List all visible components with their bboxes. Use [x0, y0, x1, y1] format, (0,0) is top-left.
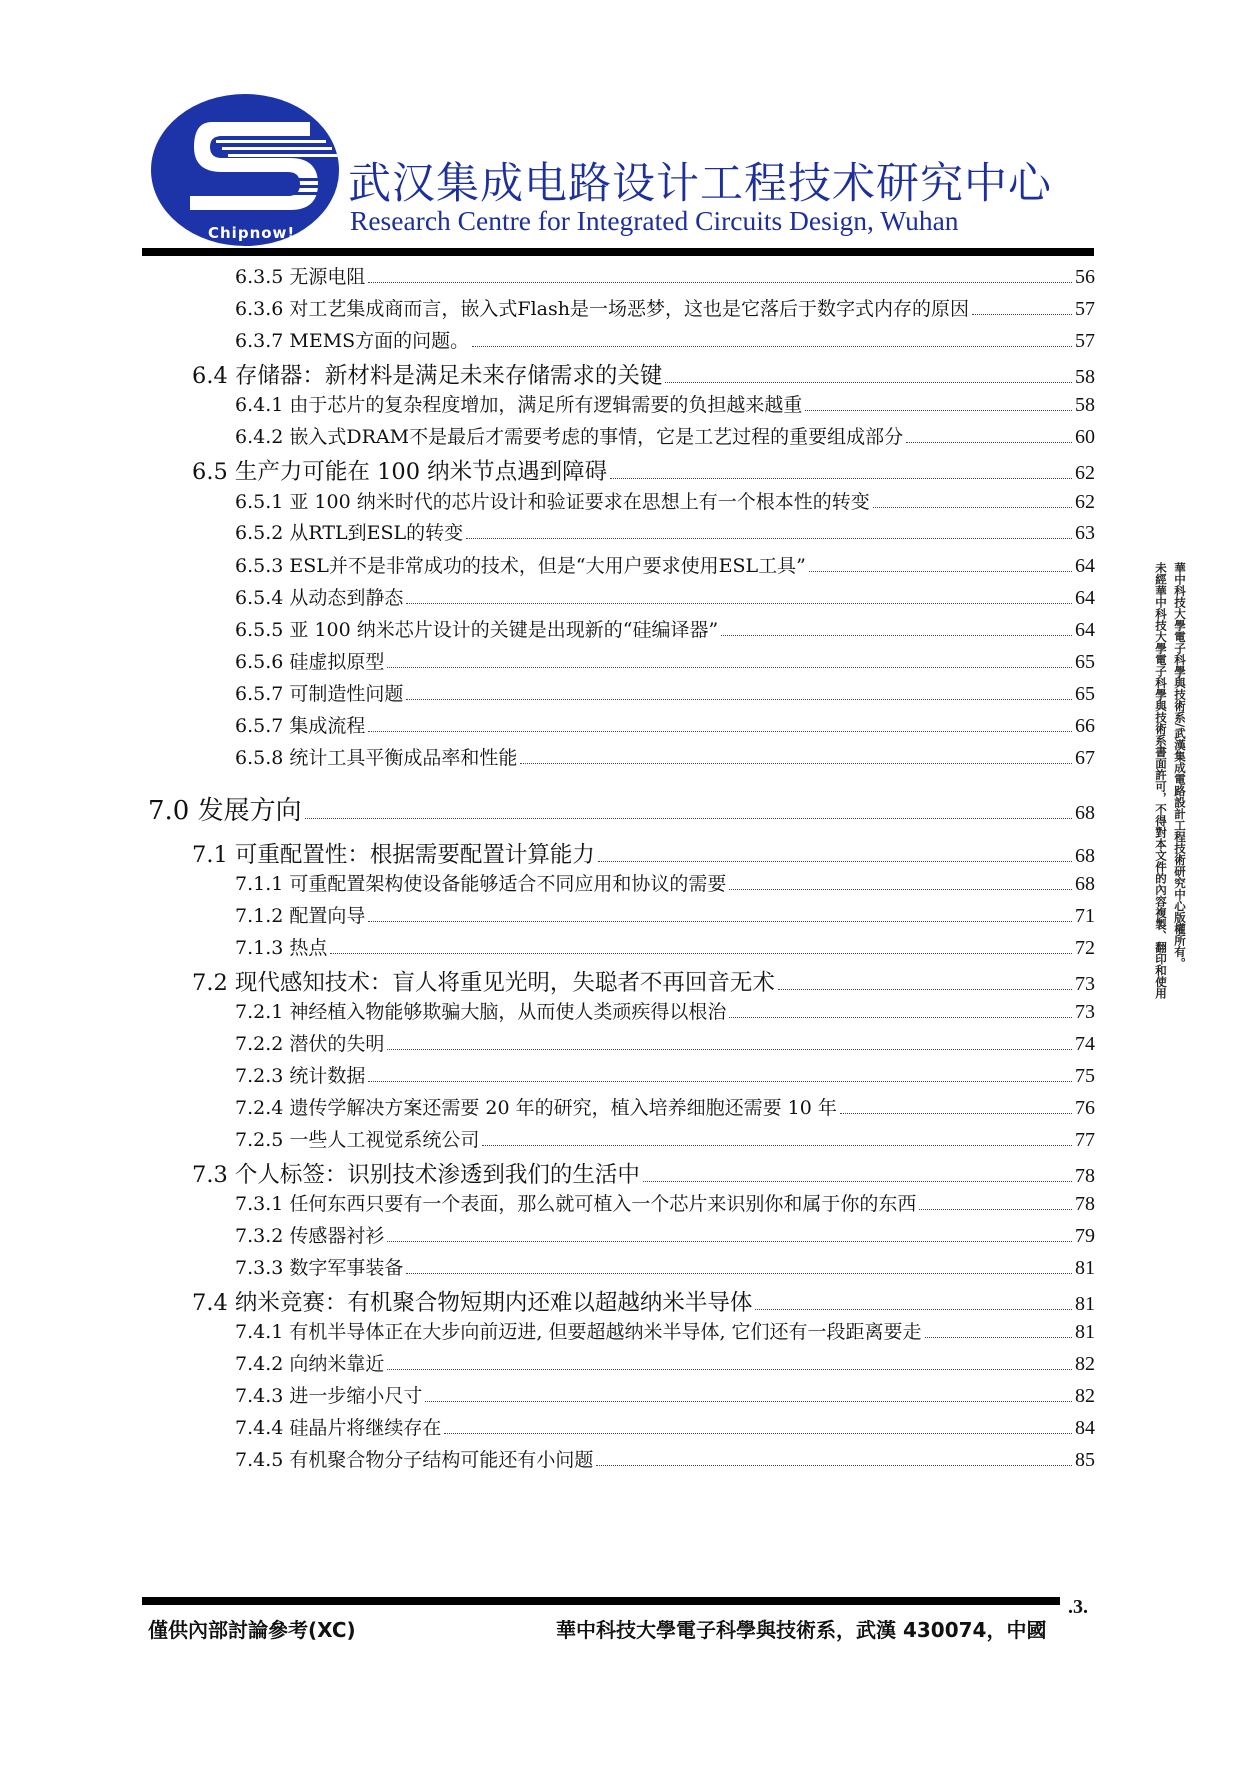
- toc-entry-page: 60: [1075, 426, 1095, 448]
- toc-entry-title: 6.4.1 由于芯片的复杂程度增加，满足所有逻辑需要的负担越来越重: [235, 394, 803, 416]
- toc-leader-dots: [520, 763, 1072, 764]
- toc-entry-page: 58: [1075, 394, 1095, 416]
- toc-leader-dots: [406, 1273, 1072, 1274]
- toc-entry[interactable]: [235, 551, 1095, 578]
- toc-entry[interactable]: [235, 1061, 1095, 1088]
- toc-entry-page: 57: [1075, 298, 1095, 320]
- toc-entry-page: 76: [1075, 1097, 1095, 1119]
- toc-leader-dots: [721, 635, 1072, 636]
- toc-entry-title: 6.5.8 统计工具平衡成品率和性能: [235, 747, 518, 769]
- toc-leader-dots: [387, 667, 1072, 668]
- toc-entry[interactable]: [235, 1125, 1095, 1152]
- toc-entry-title: 7.4 纳米竞赛：有机聚合物短期内还难以超越纳米半导体: [192, 1290, 753, 1316]
- toc-entry[interactable]: [192, 358, 1095, 390]
- toc-entry[interactable]: [235, 1253, 1095, 1280]
- toc-leader-dots: [906, 442, 1072, 443]
- toc-entry-title: 7.3.3 数字军事装备: [235, 1257, 404, 1279]
- toc-leader-dots: [809, 571, 1072, 572]
- toc-leader-dots: [482, 1145, 1072, 1146]
- footer-address: 華中科技大學電子科學與技術系，武漢 430074，中國: [556, 1618, 1047, 1642]
- toc-entry-title: 7.1.1 可重配置架构使设备能够适合不同应用和协议的需要: [235, 873, 727, 895]
- toc-entry-page: 66: [1075, 715, 1095, 737]
- toc-leader-dots: [665, 382, 1072, 383]
- toc-entry-title: 6.3.7 MEMS方面的问题。: [235, 330, 470, 352]
- toc-leader-dots: [330, 953, 1072, 954]
- toc-entry-page: 57: [1075, 330, 1095, 352]
- toc-entry[interactable]: [235, 1221, 1095, 1248]
- copyright-notice-line-1: 華中科技大學電子科學與技術系/武漢集成電路設計工程技術研究中心版權所有。: [1173, 562, 1187, 969]
- toc-leader-dots: [596, 1465, 1072, 1466]
- toc-entry-title: 7.2.5 一些人工视觉系统公司: [235, 1129, 480, 1151]
- toc-entry-page: 65: [1075, 651, 1095, 673]
- toc-entry-page: 78: [1075, 1165, 1095, 1187]
- toc-entry-title: 7.2 现代感知技术：盲人将重见光明，失聪者不再回音无术: [192, 970, 775, 996]
- toc-entry-title: 6.3.6 对工艺集成商而言，嵌入式Flash是一场恶梦，这也是它落后于数字式内存的原因: [235, 298, 969, 320]
- toc-entry[interactable]: [235, 901, 1095, 928]
- toc-entry[interactable]: [235, 647, 1095, 674]
- toc-entry-title: 7.3.2 传感器衬衫: [235, 1225, 385, 1247]
- toc-entry-title: 7.2.3 统计数据: [235, 1065, 366, 1087]
- toc-entry[interactable]: [235, 294, 1095, 321]
- toc-entry-page: 62: [1075, 491, 1095, 513]
- toc-leader-dots: [406, 603, 1072, 604]
- toc-leader-dots: [805, 410, 1072, 411]
- toc-leader-dots: [925, 1337, 1072, 1338]
- toc-entry-page: 73: [1075, 973, 1095, 995]
- toc-entry-page: 82: [1075, 1385, 1095, 1407]
- footer-internal-note: 僅供內部討論參考(XC): [148, 1618, 356, 1642]
- toc-entry[interactable]: [235, 997, 1095, 1024]
- toc-leader-dots: [368, 1081, 1072, 1082]
- toc-entry-title: 6.5.5 亚 100 纳米芯片设计的关键是出现新的“硅编译器”: [235, 619, 719, 641]
- toc-entry-title: 7.4.4 硅晶片将继续存在: [235, 1417, 442, 1439]
- toc-leader-dots: [643, 1181, 1072, 1182]
- toc-entry-title: 7.0 发展方向: [148, 796, 302, 826]
- toc-entry-page: 74: [1075, 1033, 1095, 1055]
- toc-entry-title: 6.5 生产力可能在 100 纳米节点遇到障碍: [192, 459, 608, 485]
- toc-entry-title: 6.5.2 从RTL到ESL的转变: [235, 522, 464, 544]
- toc-entry-page: 63: [1075, 522, 1095, 544]
- toc-entry-page: 68: [1075, 802, 1095, 824]
- toc-entry-page: 71: [1075, 905, 1095, 927]
- toc-entry[interactable]: [235, 615, 1095, 642]
- toc-entry-title: 7.1.2 配置向导: [235, 905, 366, 927]
- center-title-english: Research Centre for Integrated Circuits Design, Wuhan: [350, 205, 959, 236]
- toc-leader-dots: [387, 1369, 1072, 1370]
- toc-entry-title: 6.3.5 无源电阻: [235, 266, 366, 288]
- toc-entry-page: 81: [1075, 1293, 1095, 1315]
- center-title-chinese: 武汉集成电路设计工程技术研究中心: [348, 159, 1052, 209]
- toc-leader-dots: [387, 1049, 1072, 1050]
- toc-entry-page: 68: [1075, 873, 1095, 895]
- toc-entry[interactable]: [235, 1381, 1095, 1408]
- page-number: .3.: [1068, 1596, 1088, 1618]
- toc-entry[interactable]: [235, 1413, 1095, 1440]
- toc-entry-title: 6.4.2 嵌入式DRAM不是最后才需要考虑的事情，它是工艺过程的重要组成部分: [235, 426, 904, 448]
- toc-entry-page: 78: [1075, 1193, 1095, 1215]
- toc-entry-page: 67: [1075, 747, 1095, 769]
- toc-leader-dots: [368, 731, 1072, 732]
- toc-entry[interactable]: [235, 679, 1095, 706]
- toc-entry-page: 81: [1075, 1257, 1095, 1279]
- toc-entry-page: 58: [1075, 366, 1095, 388]
- toc-leader-dots: [840, 1113, 1072, 1114]
- toc-leader-dots: [729, 1017, 1072, 1018]
- toc-leader-dots: [466, 538, 1072, 539]
- toc-entry[interactable]: [235, 1093, 1095, 1120]
- toc-entry-title: 6.5.7 集成流程: [235, 715, 366, 737]
- toc-entry-page: 73: [1075, 1001, 1095, 1023]
- toc-entry-page: 64: [1075, 619, 1095, 641]
- toc-entry[interactable]: [235, 1317, 1095, 1344]
- toc-entry-title: 7.2.1 神经植入物能够欺骗大脑，从而使人类顽疾得以根治: [235, 1001, 727, 1023]
- toc-entry-page: 64: [1075, 555, 1095, 577]
- toc-entry-page: 85: [1075, 1449, 1095, 1471]
- toc-entry-page: 79: [1075, 1225, 1095, 1247]
- toc-entry-title: 7.2.4 遗传学解决方案还需要 20 年的研究，植入培养细胞还需要 10 年: [235, 1097, 837, 1119]
- toc-entry-title: 7.1 可重配置性：根据需要配置计算能力: [192, 842, 595, 868]
- toc-entry[interactable]: [235, 518, 1095, 545]
- toc-entry-title: 6.4 存储器：新材料是满足未来存储需求的关键: [192, 363, 663, 389]
- toc-entry-page: 56: [1075, 266, 1095, 288]
- toc-entry[interactable]: [148, 790, 1095, 827]
- toc-entry[interactable]: [235, 390, 1095, 417]
- toc-entry[interactable]: [235, 1445, 1095, 1472]
- toc-leader-dots: [755, 1309, 1072, 1310]
- toc-entry-title: 7.4.2 向纳米靠近: [235, 1353, 385, 1375]
- toc-entry[interactable]: [235, 326, 1095, 353]
- header-rule: [142, 248, 1094, 256]
- toc-entry[interactable]: [235, 262, 1095, 289]
- toc-entry[interactable]: [235, 711, 1095, 738]
- toc-entry[interactable]: [235, 487, 1095, 514]
- toc-entry[interactable]: [235, 583, 1095, 610]
- toc-entry-title: 6.5.7 可制造性问题: [235, 683, 404, 705]
- toc-entry[interactable]: [192, 454, 1095, 486]
- toc-entry-page: 77: [1075, 1129, 1095, 1151]
- toc-entry-title: 6.5.1 亚 100 纳米时代的芯片设计和验证要求在思想上有一个根本性的转变: [235, 491, 870, 513]
- svg-text:Chipnow!: Chipnow!: [208, 224, 296, 242]
- toc-entry[interactable]: [235, 1349, 1095, 1376]
- toc-leader-dots: [305, 818, 1072, 819]
- toc-leader-dots: [610, 478, 1072, 479]
- toc-leader-dots: [444, 1433, 1072, 1434]
- toc-entry-page: 81: [1075, 1321, 1095, 1343]
- toc-entry-page: 62: [1075, 462, 1095, 484]
- toc-entry-title: 6.5.4 从动态到静态: [235, 587, 404, 609]
- toc-entry-title: 6.5.6 硅虚拟原型: [235, 651, 385, 673]
- toc-leader-dots: [425, 1401, 1072, 1402]
- toc-leader-dots: [778, 989, 1072, 990]
- toc-entry-page: 84: [1075, 1417, 1095, 1439]
- toc-leader-dots: [368, 921, 1072, 922]
- toc-entry-page: 64: [1075, 587, 1095, 609]
- toc-entry-page: 68: [1075, 845, 1095, 867]
- toc-entry[interactable]: [235, 422, 1095, 449]
- toc-leader-dots: [729, 889, 1072, 890]
- toc-entry[interactable]: [235, 1029, 1095, 1056]
- toc-entry-title: 6.5.3 ESL并不是非常成功的技术，但是“大用户要求使用ESL工具”: [235, 555, 806, 577]
- footer-rule: [142, 1597, 1060, 1605]
- toc-entry-page: 72: [1075, 937, 1095, 959]
- toc-leader-dots: [387, 1241, 1072, 1242]
- toc-leader-dots: [406, 699, 1072, 700]
- toc-entry-title: 7.1.3 热点: [235, 937, 328, 959]
- toc-entry-page: 82: [1075, 1353, 1095, 1375]
- toc-entry[interactable]: [192, 837, 1095, 869]
- toc-entry[interactable]: [192, 1285, 1095, 1317]
- toc-entry[interactable]: [192, 965, 1095, 997]
- toc-entry-title: 7.4.3 进一步缩小尺寸: [235, 1385, 423, 1407]
- toc-leader-dots: [873, 507, 1072, 508]
- toc-entry-title: 7.3 个人标签：识别技术渗透到我们的生活中: [192, 1162, 640, 1188]
- toc-entry[interactable]: [235, 743, 1095, 770]
- toc-entry[interactable]: [192, 1157, 1095, 1189]
- toc-entry-title: 7.3.1 任何东西只要有一个表面，那么就可植入一个芯片来识别你和属于你的东西: [235, 1193, 917, 1215]
- toc-entry[interactable]: [235, 869, 1095, 896]
- toc-entry-title: 7.2.2 潜伏的失明: [235, 1033, 385, 1055]
- toc-leader-dots: [472, 346, 1072, 347]
- toc-entry[interactable]: [235, 933, 1095, 960]
- copyright-notice-line-2: 未經華中科技大學電子科學與技術系書面許可，不得對本文件的內容複製、翻印和使用: [1154, 562, 1168, 999]
- toc-entry-page: 65: [1075, 683, 1095, 705]
- chipnow-logo: [150, 92, 340, 247]
- toc-leader-dots: [919, 1209, 1072, 1210]
- toc-leader-dots: [368, 282, 1072, 283]
- toc-entry-title: 7.4.1 有机半导体正在大步向前迈进, 但要超越纳米半导体, 它们还有一段距离要走: [235, 1321, 922, 1343]
- toc-entry-page: 75: [1075, 1065, 1095, 1087]
- toc-leader-dots: [972, 314, 1072, 315]
- toc-entry-title: 7.4.5 有机聚合物分子结构可能还有小问题: [235, 1449, 594, 1471]
- toc-leader-dots: [598, 861, 1072, 862]
- toc-entry[interactable]: [235, 1189, 1095, 1216]
